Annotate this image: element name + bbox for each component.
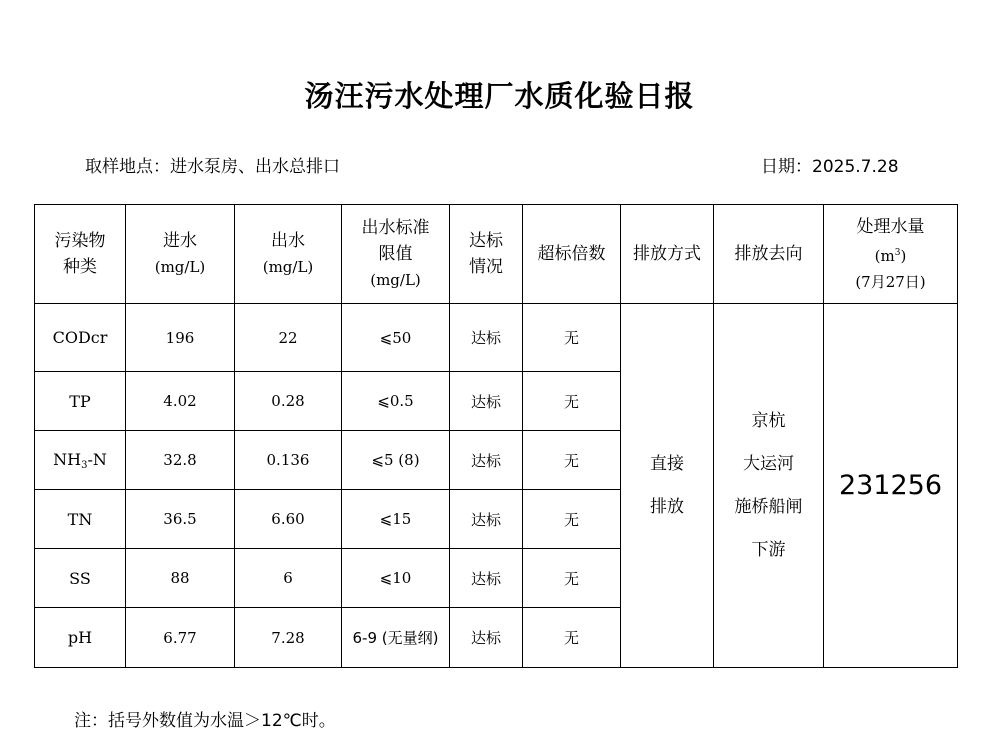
header-outflow: 出水 (mg/L) bbox=[235, 205, 342, 304]
exceed-times: 无 bbox=[523, 490, 621, 549]
report-date: 日期：2025.7.28 bbox=[761, 157, 899, 177]
header-exceed-times: 超标倍数 bbox=[523, 205, 621, 304]
report-title: 汤汪污水处理厂水质化验日报 bbox=[304, 79, 695, 113]
pollutant-name: SS bbox=[35, 549, 126, 608]
compliance-status: 达标 bbox=[450, 549, 523, 608]
header-compliance: 达标 情况 bbox=[450, 205, 523, 304]
pollutant-name: TN bbox=[35, 490, 126, 549]
outflow-value: 0.136 bbox=[235, 431, 342, 490]
outflow-value: 22 bbox=[235, 304, 342, 372]
exceed-times: 无 bbox=[523, 608, 621, 668]
compliance-status: 达标 bbox=[450, 431, 523, 490]
header-row bbox=[35, 205, 958, 304]
pollutant-name: $NH_3-N$ bbox=[35, 431, 126, 490]
header-pollutant: 污染物 种类 bbox=[35, 205, 126, 304]
inflow-value: 6.77 bbox=[126, 608, 235, 668]
pollutant-name: CODcr bbox=[35, 304, 126, 372]
limit-value: 6-9 (无量纲) bbox=[342, 608, 450, 668]
discharge-destination: 京杭 大运河 施桥船闸 下游 bbox=[714, 304, 824, 668]
header-treated-volume: 处理水量 $(m^3)$ (7月27日) bbox=[824, 205, 958, 304]
limit-value: ⩽5 (8) bbox=[342, 431, 450, 490]
table-row bbox=[35, 304, 958, 372]
header-inflow: 进水 (mg/L) bbox=[126, 205, 235, 304]
outflow-value: 6 bbox=[235, 549, 342, 608]
sampling-location: 取样地点：进水泵房、出水总排口 bbox=[85, 157, 340, 177]
inflow-value: 36.5 bbox=[126, 490, 235, 549]
compliance-status: 达标 bbox=[450, 304, 523, 372]
compliance-status: 达标 bbox=[450, 490, 523, 549]
exceed-times: 无 bbox=[523, 372, 621, 431]
exceed-times: 无 bbox=[523, 304, 621, 372]
header-discharge-method: 排放方式 bbox=[621, 205, 714, 304]
exceed-times: 无 bbox=[523, 431, 621, 490]
header-discharge-destination: 排放去向 bbox=[714, 205, 824, 304]
limit-value: ⩽50 bbox=[342, 304, 450, 372]
pollutant-name: pH bbox=[35, 608, 126, 668]
exceed-times: 无 bbox=[523, 549, 621, 608]
header-limit: 出水标准 限值 (mg/L) bbox=[342, 205, 450, 304]
footnote: 注：括号外数值为水温＞12℃时。 bbox=[74, 711, 336, 731]
inflow-value: 32.8 bbox=[126, 431, 235, 490]
discharge-method: 直接 排放 bbox=[621, 304, 714, 668]
pollutant-name: TP bbox=[35, 372, 126, 431]
compliance-status: 达标 bbox=[450, 608, 523, 668]
water-quality-table bbox=[34, 204, 958, 668]
outflow-value: 6.60 bbox=[235, 490, 342, 549]
inflow-value: 88 bbox=[126, 549, 235, 608]
outflow-value: 0.28 bbox=[235, 372, 342, 431]
limit-value: ⩽15 bbox=[342, 490, 450, 549]
outflow-value: 7.28 bbox=[235, 608, 342, 668]
limit-value: ⩽10 bbox=[342, 549, 450, 608]
treated-volume: 231256 bbox=[824, 304, 958, 668]
inflow-value: 196 bbox=[126, 304, 235, 372]
limit-value: ⩽0.5 bbox=[342, 372, 450, 431]
compliance-status: 达标 bbox=[450, 372, 523, 431]
inflow-value: 4.02 bbox=[126, 372, 235, 431]
